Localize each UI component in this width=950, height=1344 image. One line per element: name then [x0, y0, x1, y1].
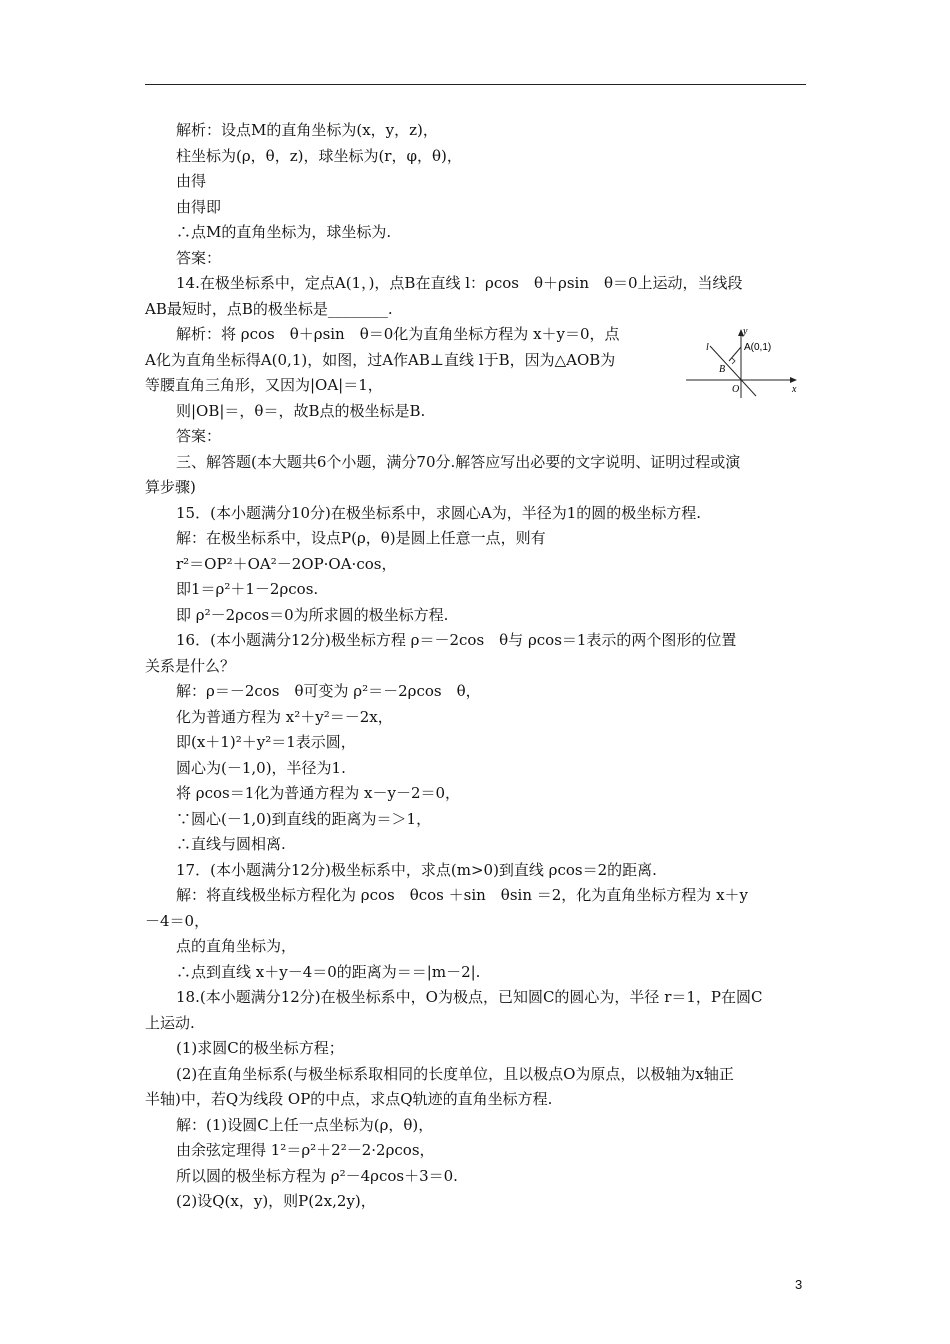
label-y: y: [743, 326, 748, 337]
text-line: 化为普通方程为 x²＋y²＝－2x，: [176, 707, 393, 726]
text-line: AB最短时，点B的极坐标是________.: [145, 299, 393, 318]
section-heading: 三、解答题(本大题共6个小题，满分70分.解答应写出必要的文字说明、证明过程或演: [176, 452, 741, 471]
question-18: 18.(本小题满分12分)在极坐标系中，O为极点，已知圆C的圆心为，半径 r＝1，P在圆C: [176, 988, 763, 1006]
text-line: 解：在极坐标系中，设点P(ρ，θ)是圆上任意一点，则有: [176, 529, 546, 547]
header-rule: [145, 84, 806, 85]
text-line: 柱坐标为(ρ，θ，z)，球坐标为(r，φ，θ)，: [176, 146, 462, 165]
text-line: ∴直线与圆相离.: [176, 835, 286, 853]
text-line: 由得: [176, 172, 207, 190]
text-line: 点的直角坐标为，: [176, 937, 297, 955]
question-15: 15．(本小题满分10分)在极坐标系中，求圆心A为，半径为1的圆的极坐标方程.: [176, 503, 702, 522]
text-line: 则|OB|＝，θ＝，故B点的极坐标是B.: [176, 401, 426, 420]
text-line: A化为直角坐标得A(0,1)，如图，过A作AB⊥直线 l于B，因为△AOB为: [145, 350, 616, 369]
text-line: 解：ρ＝－2cos θ可变为 ρ²＝－2ρcos θ，: [176, 682, 481, 700]
label-a: A(0,1): [744, 342, 772, 353]
text-line: 等腰直角三角形，又因为|OA|＝1，: [145, 376, 383, 394]
text-line: (2)设Q(x，y)，则P(2x,2y)，: [176, 1192, 376, 1210]
text-line: 圆心为(－1,0)，半径为1.: [176, 758, 346, 777]
text-line: 答案：: [176, 248, 222, 267]
text-line: 关系是什么？: [145, 656, 236, 675]
x-axis-arrow: [790, 377, 797, 383]
label-b: B: [719, 364, 726, 375]
coordinate-figure: [686, 326, 804, 398]
text-line: 即 ρ²－2ρcos＝0为所求圆的极坐标方程.: [176, 605, 449, 624]
label-o: O: [732, 384, 740, 395]
label-x: x: [792, 384, 797, 395]
text-line: 上运动.: [145, 1013, 195, 1032]
question-16: 16．(本小题满分12分)极坐标方程 ρ＝－2cos θ与 ρcos＝1表示的两个图形的位置: [176, 631, 737, 649]
text-line: 所以圆的极坐标方程为 ρ²－4ρcos＋3＝0.: [176, 1166, 458, 1185]
text-line: 即(x＋1)²＋y²＝1表示圆，: [176, 733, 356, 751]
text-line: r²＝OP²＋OA²－2OP·OA·cos，: [176, 554, 397, 573]
text-line: 半轴)中，若Q为线段 OP的中点，求点Q轨迹的直角坐标方程.: [145, 1090, 553, 1108]
text-line: 答案：: [176, 427, 222, 445]
right-angle-mark: [732, 358, 735, 364]
segment-ab: [729, 347, 741, 361]
text-line: －4＝0，: [145, 911, 210, 930]
text-line: 即1＝ρ²＋1－2ρcos.: [176, 580, 319, 598]
text-line: ∵圆心(－1,0)到直线的距离为＝＞1，: [176, 809, 432, 828]
document-body: [145, 118, 809, 1215]
text-line: 算步骤): [145, 478, 196, 496]
text-line: (2)在直角坐标系(与极坐标系取相同的长度单位，且以极点O为原点，以极轴为x轴正: [176, 1064, 734, 1083]
text-line: 由余弦定理得 1²＝ρ²＋2²－2·2ρcos，: [176, 1141, 435, 1159]
text-line: ∴点到直线 x＋y－4＝0的距离为＝＝|m－2|.: [176, 962, 481, 981]
text-line: (1)求圆C的极坐标方程；: [176, 1039, 344, 1057]
text-line: 将 ρcos＝1化为普通方程为 x－y－2＝0，: [176, 784, 461, 802]
text-line: 解析：设点M的直角坐标为(x，y，z)，: [176, 121, 438, 139]
text-line: 解析：将 ρcos θ＋ρsin θ＝0化为直角坐标方程为 x＋y＝0，点: [176, 325, 620, 343]
text-line: 解：将直线极坐标方程化为 ρcos θcos ＋sin θsin ＝2，化为直角坐标方程为 x＋y: [176, 886, 749, 904]
label-l: l: [706, 342, 709, 353]
text-line: ∴点M的直角坐标为，球坐标为.: [176, 223, 392, 241]
text-line: 由得即: [176, 197, 222, 216]
question-14: 14.在极坐标系中，定点A(1，)，点B在直线 l：ρcos θ＋ρsin θ＝0上运动，当线段: [176, 274, 743, 292]
text-line: 解：(1)设圆C上任一点坐标为(ρ，θ)，: [176, 1115, 434, 1134]
page-number: 3: [795, 1277, 803, 1292]
question-17: 17．(本小题满分12分)极坐标系中，求点(m>0)到直线 ρcos＝2的距离.: [176, 860, 657, 879]
